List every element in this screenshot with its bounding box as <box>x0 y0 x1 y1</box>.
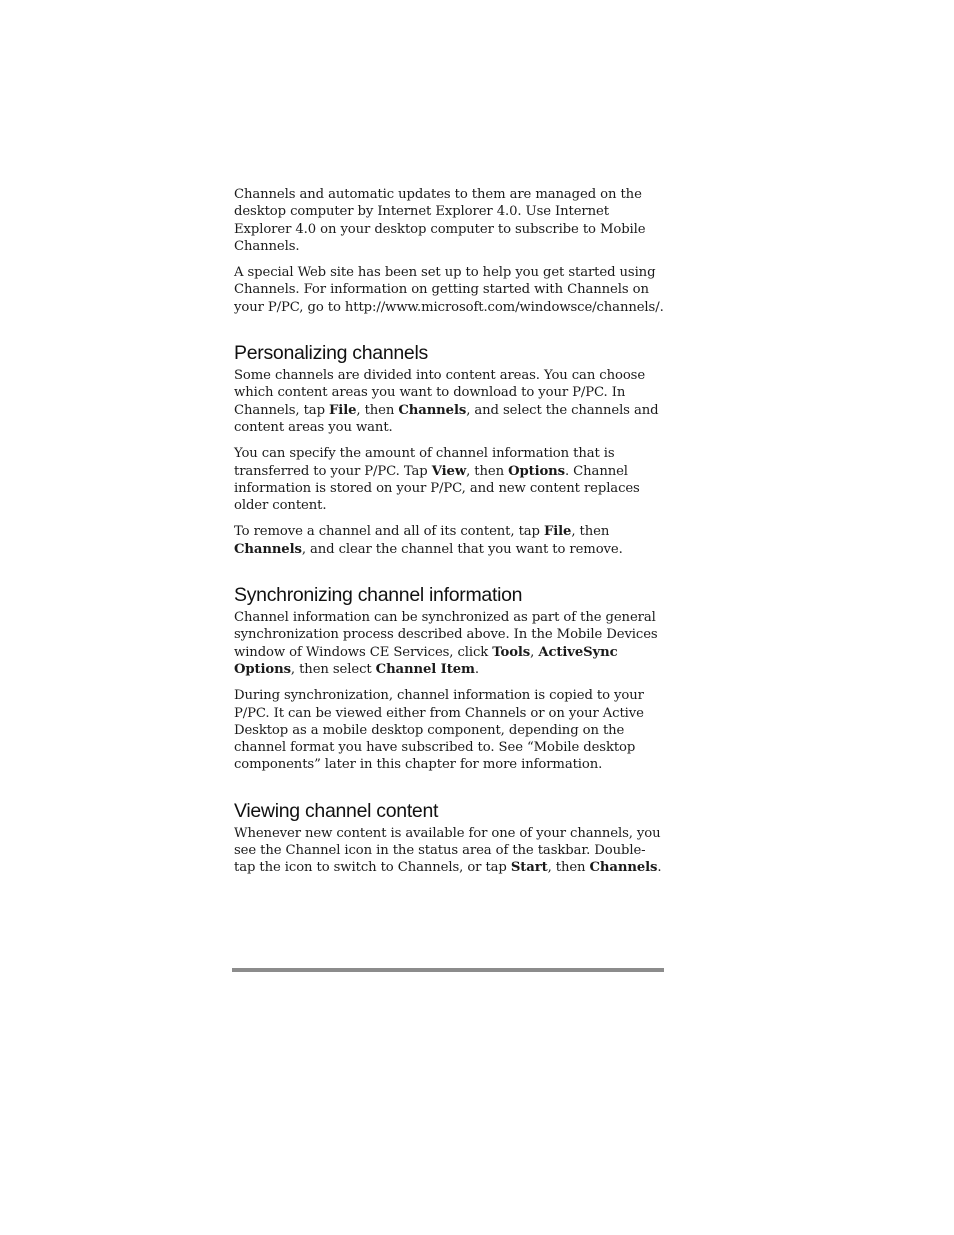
synchronizing-paragraph-1: Channel information can be synchronized as part of the general synchronization process described above. In the Mobile Devices window of Windows CE Services, click Tools, ActiveSync Options, then select Channel Item. <box>234 610 658 677</box>
personalizing-paragraph-2: You can specify the amount of channel information that is transferred to your P/PC. Tap View, then Options. Channel information is stored on your P/PC, and new content replaces older content. <box>234 446 640 514</box>
intro-paragraph-1: Channels and automatic updates to them are managed on the desktop computer by Internet Explorer 4.0. Use Internet Explorer 4.0 on your desktop computer to subscribe to Mobile Channels. <box>234 187 646 254</box>
footer-rule <box>232 968 664 972</box>
synchronizing-paragraph-2: During synchronization, channel information is copied to your P/PC. It can be viewed either from Channels or on your Active Desktop as a mobile desktop component, depending on the channel format you have subscribed to. See “Mobile desktop components” later in this chapter for more information. <box>234 688 644 773</box>
heading-viewing-channel-content: Viewing channel content <box>234 799 439 822</box>
page-content <box>234 186 664 886</box>
personalizing-paragraph-1: Some channels are divided into content areas. You can choose which content areas you want to download to your P/PC. In Channels, tap File, then Channels, and select the channels and content areas you want. <box>234 368 659 435</box>
viewing-paragraph-1: Whenever new content is available for one of your channels, you see the Channel icon in the status area of the taskbar. Double-tap the icon to switch to Channels, or tap Start, then Channels. <box>234 825 662 876</box>
intro-paragraph-2: A special Web site has been set up to help you get started using Channels. For information on getting started with Channels on your P/PC, go to http://www.microsoft.com/windowsce/channels/. <box>234 265 664 315</box>
heading-synchronizing-channel-information: Synchronizing channel information <box>234 584 523 607</box>
personalizing-paragraph-3: To remove a channel and all of its content, tap File, then Channels, and clear the channel that you want to remove. <box>234 524 623 557</box>
heading-personalizing-channels: Personalizing channels <box>234 342 428 365</box>
